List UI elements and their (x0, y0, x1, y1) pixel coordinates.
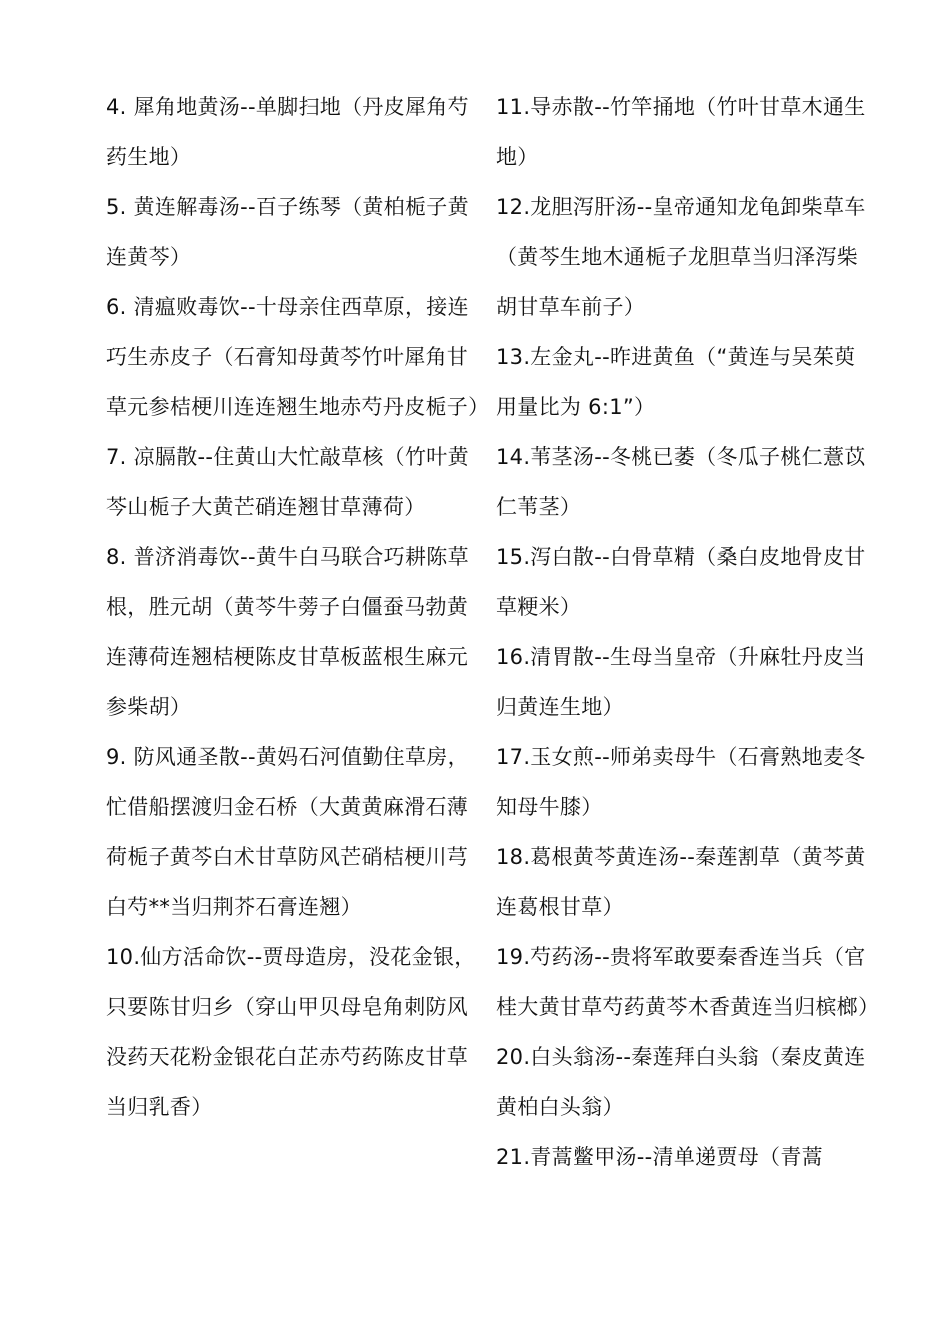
mnemonic-entry-12: 12.龙胆泻肝汤--皇帝通知龙龟卸柴草车（黄芩生地木通栀子龙胆草当归泽泻柴胡甘草车前子） (496, 195, 866, 319)
mnemonic-entry-10: 10.仙方活命饮--贾母造房，没花金银，只要陈甘归乡（穿山甲贝母皂角刺防风没药天花粉金银花白芷赤芍药陈皮甘草当归乳香） (106, 945, 476, 1119)
mnemonic-entry-13: 13.左金丸--昨进黄鱼（“黄连与吴茱萸用量比为 6:1”） (496, 345, 856, 419)
mnemonic-entry-9: 9. 防风通圣散--黄妈石河值勤住草房，忙借船摆渡归金石桥（大黄黄麻滑石薄荷栀子黄芩白术甘草防风芒硝桔梗川芎白芍**当归荆芥石膏连翘） (106, 745, 469, 919)
mnemonic-entry-15: 15.泻白散--白骨草精（桑白皮地骨皮甘草粳米） (496, 545, 866, 619)
left-column (106, 82, 490, 1132)
mnemonic-entry-5: 5. 黄连解毒汤--百子练琴（黄柏栀子黄连黄芩） (106, 195, 469, 269)
right-column (496, 82, 880, 1182)
mnemonic-entry-6: 6. 清瘟败毒饮--十母亲住西草原，接连巧生赤皮子（石膏知母黄芩竹叶犀角甘草元参桔梗川连连翘生地赤芍丹皮栀子） (106, 295, 490, 419)
mnemonic-entry-7: 7. 凉膈散--住黄山大忙敲草核（竹叶黄芩山栀子大黄芒硝连翘甘草薄荷） (106, 445, 469, 519)
mnemonic-entry-14: 14.苇茎汤--冬桃已萎（冬瓜子桃仁薏苡仁苇茎） (496, 445, 866, 519)
mnemonic-entry-8: 8. 普济消毒饮--黄牛白马联合巧耕陈草根，胜元胡（黄芩牛蒡子白僵蚕马勃黄连薄荷连翘桔梗陈皮甘草板蓝根生麻元参柴胡） (106, 545, 469, 719)
mnemonic-entry-4: 4. 犀角地黄汤--单脚扫地（丹皮犀角芍药生地） (106, 95, 469, 169)
mnemonic-entry-18: 18.葛根黄芩黄连汤--秦莲割草（黄芩黄连葛根甘草） (496, 845, 866, 919)
mnemonic-entry-21: 21.青蒿鳖甲汤--清单递贾母（青蒿 (496, 1145, 823, 1169)
mnemonic-entry-17: 17.玉女煎--师弟卖母牛（石膏熟地麦冬知母牛膝） (496, 745, 866, 819)
mnemonic-entry-20: 20.白头翁汤--秦莲拜白头翁（秦皮黄连黄柏白头翁） (496, 1045, 866, 1119)
mnemonic-entry-16: 16.清胃散--生母当皇帝（升麻牡丹皮当归黄连生地） (496, 645, 866, 719)
mnemonic-entry-11: 11.导赤散--竹竿捅地（竹叶甘草木通生地） (496, 95, 866, 169)
mnemonic-entry-19: 19.芍药汤--贵将军敢要秦香连当兵（官桂大黄甘草芍药黄芩木香黄连当归槟榔） (496, 945, 880, 1019)
